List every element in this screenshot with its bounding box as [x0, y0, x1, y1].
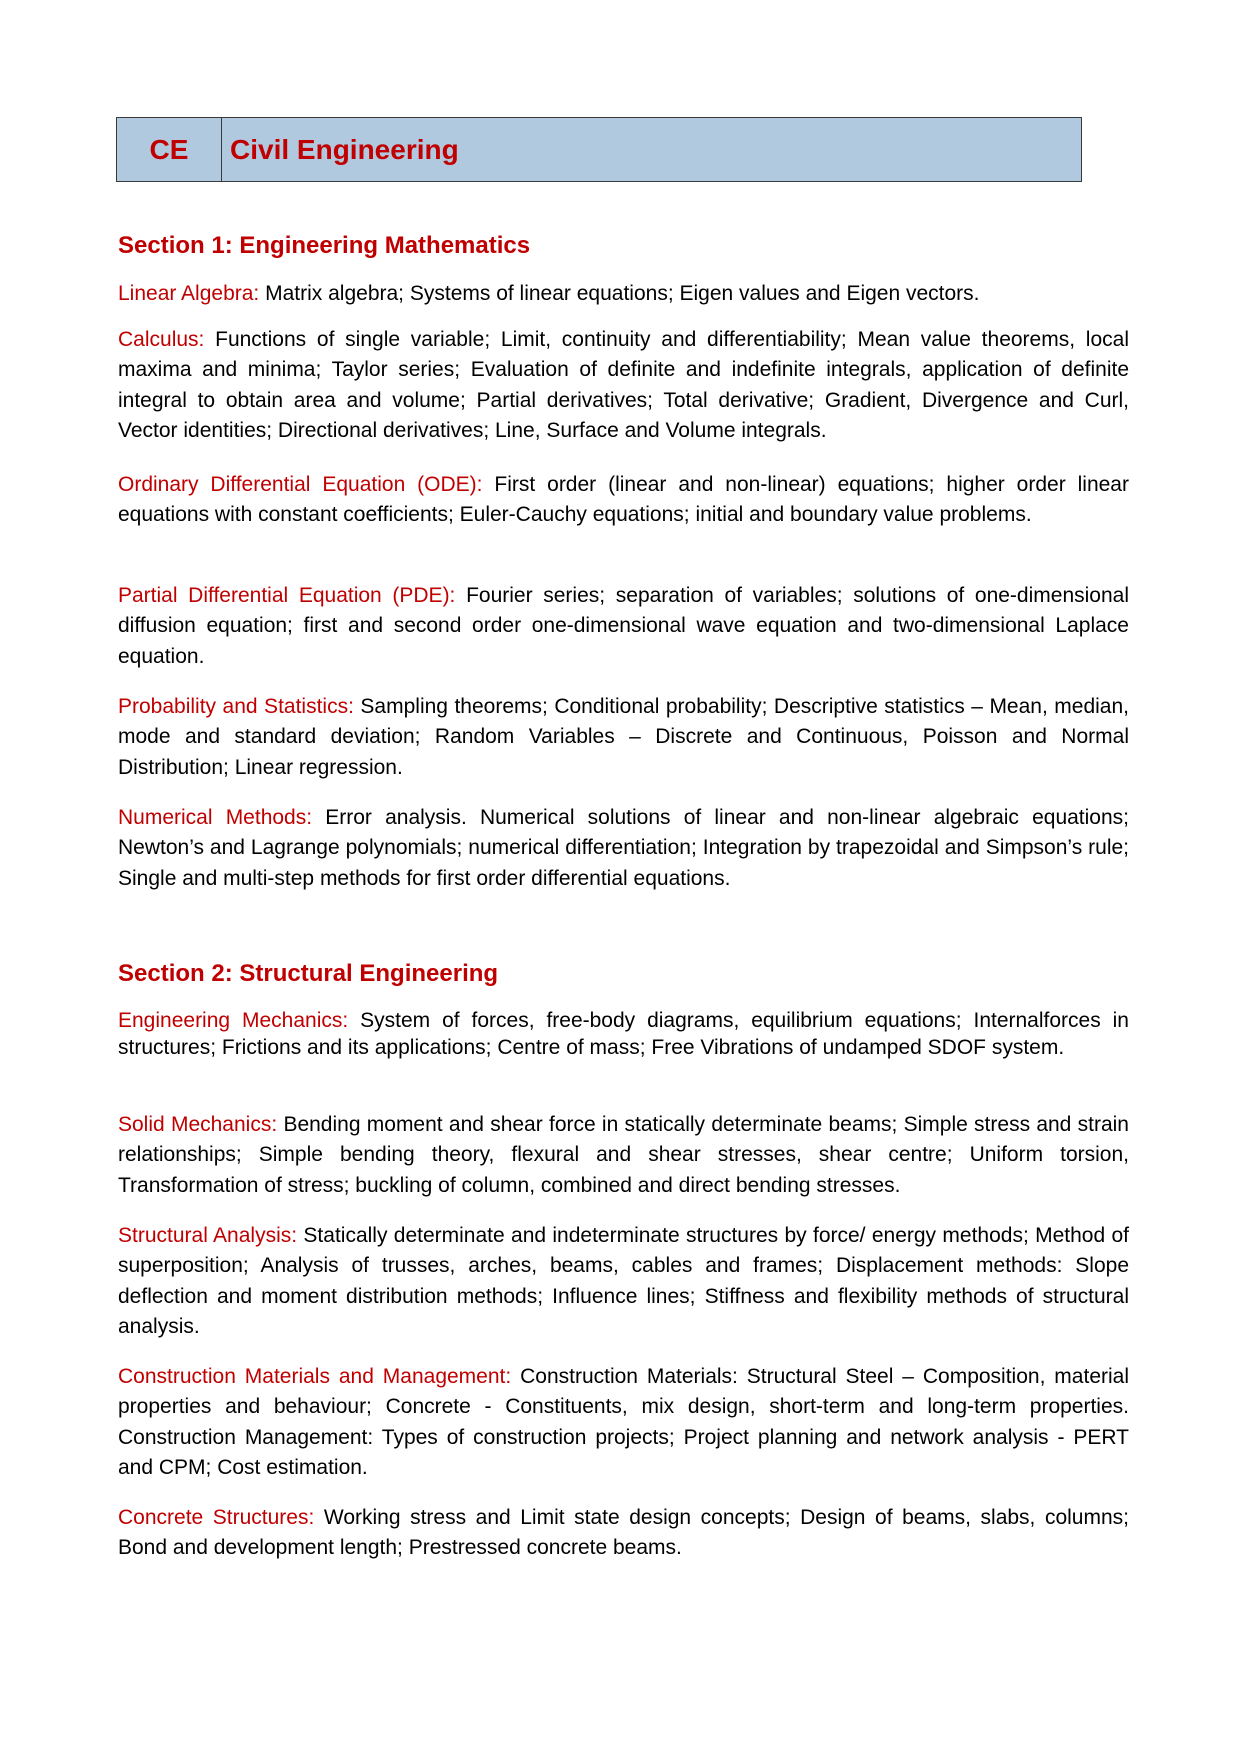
topic-paragraph	[118, 1008, 1129, 1061]
subject-header	[116, 117, 1082, 182]
topic-title: Probability and Statistics:	[118, 695, 354, 718]
topic-body: Construction Materials: Structural Steel – Composition, material properties and behaviour; Concrete - Constituents, mix design, short-term and long-term properties. Construction Management: Types of construction projects; Project planning and network analysis - PERT and CPM; Cost estimation.	[118, 1365, 1129, 1480]
topic-paragraph	[118, 470, 1129, 531]
topic-title: Engineering Mechanics:	[118, 1009, 349, 1032]
topic-paragraph	[118, 692, 1129, 783]
topic-title: Concrete Structures:	[118, 1506, 315, 1529]
section-heading: Section 1: Engineering Mathematics	[118, 232, 531, 259]
topic-title: Numerical Methods:	[118, 806, 313, 829]
topic-body: Working stress and Limit state design concepts; Design of beams, slabs, columns; Bond and development length; Prestressed concrete beams.	[118, 1506, 1129, 1560]
topic-title: Structural Analysis:	[118, 1224, 298, 1247]
topic-title: Calculus:	[118, 328, 205, 351]
topic-paragraph	[118, 581, 1129, 672]
subject-name: Civil Engineering	[230, 133, 459, 165]
topic-body: Sampling theorems; Conditional probability; Descriptive statistics – Mean, median, mode and standard deviation; Random Variables – Discrete and Continuous, Poisson and Normal Distribution; Linear regression.	[118, 695, 1130, 779]
topic-paragraph	[118, 325, 1129, 447]
topic-body: First order (linear and non-linear) equations; higher order linear equations with constant coefficients; Euler-Cauchy equations; initial and boundary value problems.	[118, 473, 1129, 527]
topic-body: Error analysis. Numerical solutions of linear and non-linear algebraic equations; Newton’s and Lagrange polynomials; numerical differentiation; Integration by trapezoidal and Simpson’s rule; Single and multi-step methods for first order differential equations.	[118, 806, 1129, 890]
topic-body: Fourier series; separation of variables; solutions of one-dimensional diffusion equation; first and second order one-dimensional wave equation and two-dimensional Laplace equation.	[118, 584, 1129, 668]
topic-paragraph	[118, 803, 1129, 894]
topic-body: Matrix algebra; Systems of linear equations; Eigen values and Eigen vectors.	[265, 282, 980, 305]
topic-paragraph	[118, 279, 1129, 309]
topic-body: Statically determinate and indeterminate structures by force/ energy methods; Method of superposition; Analysis of trusses, arches, beams, cables and frames; Displacement methods: Slope deflection and moment distribution methods; Influence lines; Stiffness and flexibility methods of structural analysis.	[118, 1224, 1129, 1339]
topic-title: Ordinary Differential Equation (ODE):	[118, 473, 483, 496]
topic-body: Bending moment and shear force in statically determinate beams; Simple stress and strain relationships; Simple bending theory, flexural and shear stresses, shear centre; Uniform torsion, Transformation of stress; buckling of column, combined and direct bending stresses.	[118, 1113, 1129, 1197]
topic-paragraph	[118, 1221, 1129, 1343]
topic-title: Linear Algebra:	[118, 282, 260, 305]
topic-paragraph	[118, 1503, 1129, 1564]
topic-body: Functions of single variable; Limit, continuity and differentiability; Mean value theorems, local maxima and minima; Taylor series; Evaluation of definite and indefinite integrals, application of definite integral to obtain area and volume; Partial derivatives; Total derivative; Gradient, Divergence and Curl, Vector identities; Directional derivatives; Line, Surface and Volume integrals.	[118, 328, 1129, 443]
subject-code: CE	[117, 118, 222, 181]
topic-paragraph	[118, 1362, 1129, 1484]
topic-body: System of forces, free-body diagrams, equilibrium equations; Internalforces in structures; Frictions and its applications; Centre of mass; Free Vibrations of undamped SDOF system.	[118, 1009, 1129, 1059]
topic-title: Solid Mechanics:	[118, 1113, 278, 1136]
topic-paragraph	[118, 1110, 1129, 1201]
topic-title: Construction Materials and Management:	[118, 1365, 512, 1388]
topic-title: Partial Differential Equation (PDE):	[118, 584, 456, 607]
section-heading: Section 2: Structural Engineering	[118, 960, 499, 987]
